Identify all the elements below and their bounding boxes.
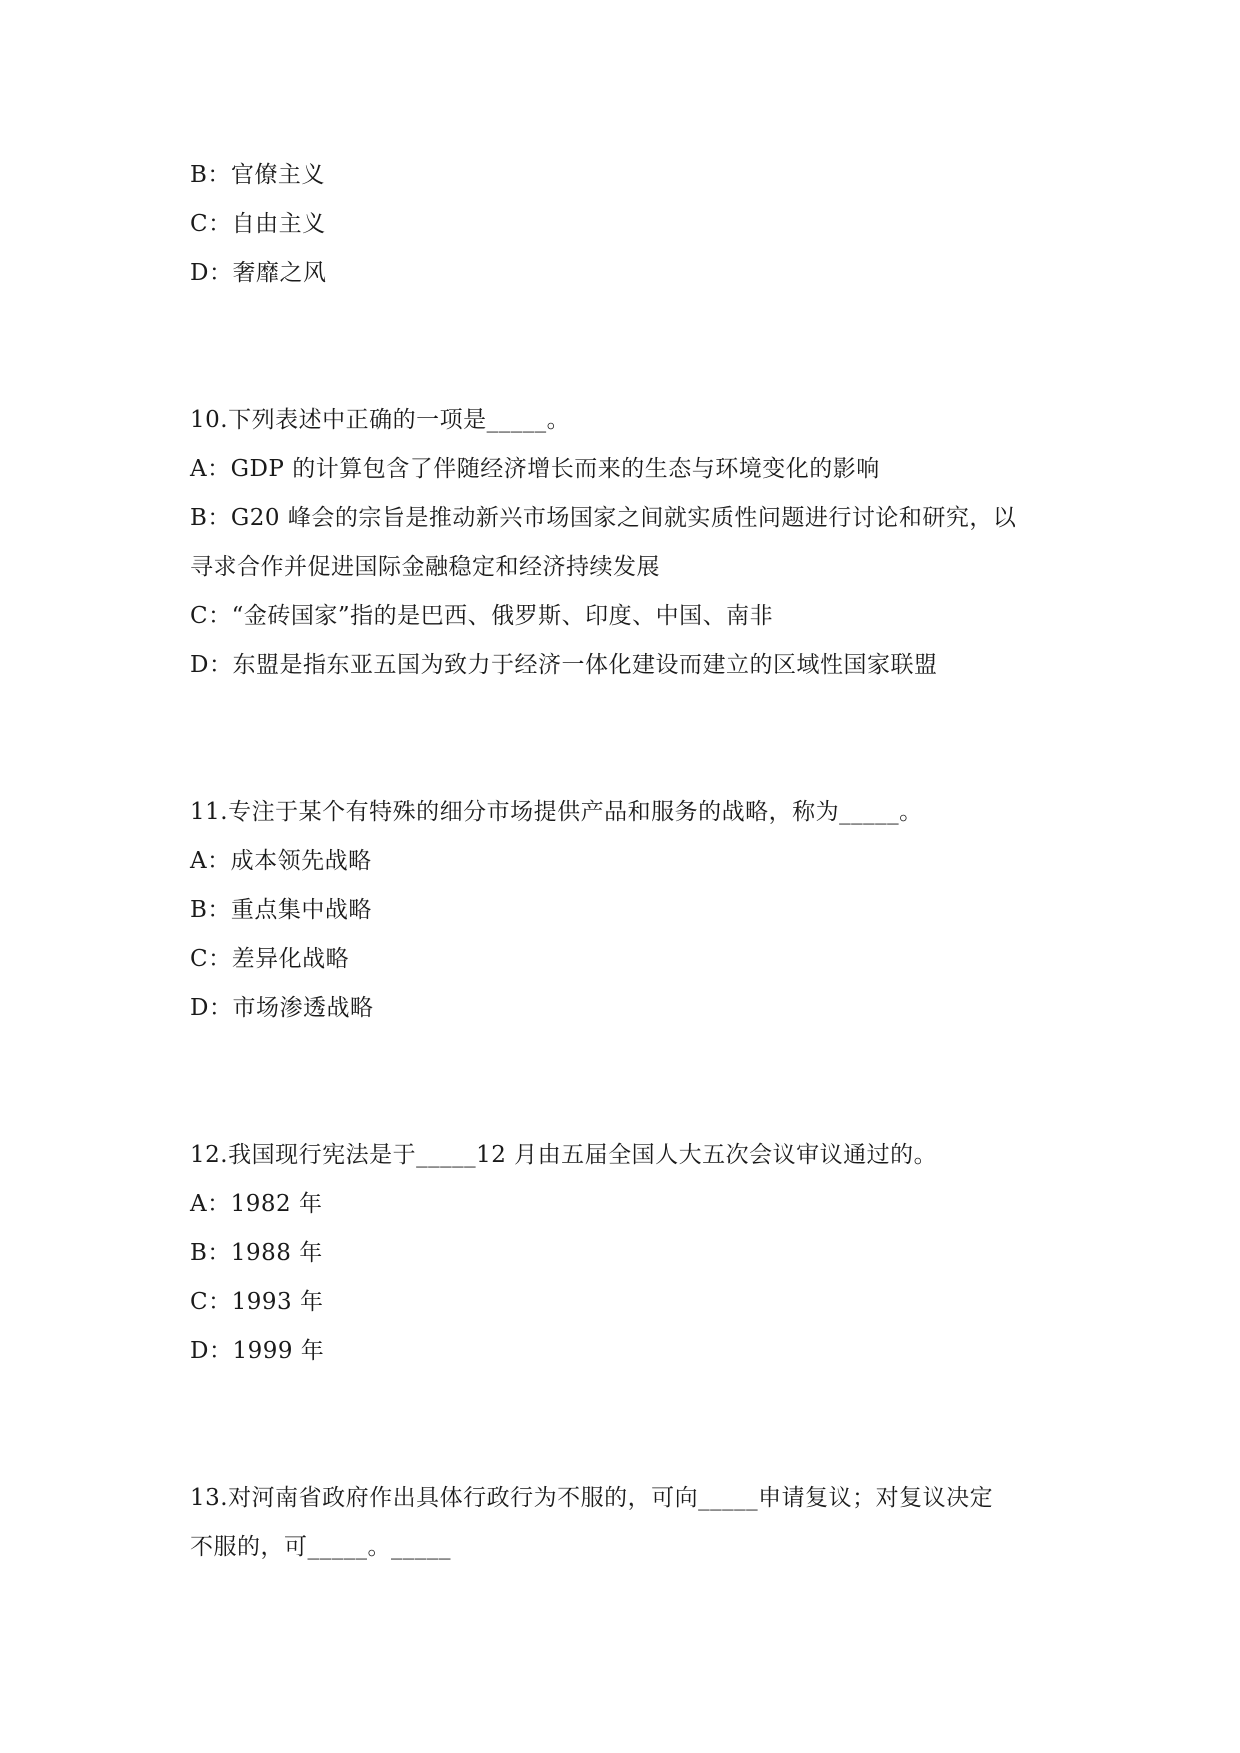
- question-10-option-c: C：“金砖国家”指的是巴西、俄罗斯、印度、中国、南非: [190, 603, 774, 629]
- option-b: B：官僚主义: [190, 162, 325, 188]
- question-12-stem: 12.我国现行宪法是于_____12 月由五届全国人大五次会议审议通过的。: [190, 1142, 938, 1168]
- option-c: C：自由主义: [190, 211, 326, 237]
- question-11-option-d: D：市场渗透战略: [190, 995, 374, 1021]
- question-10-stem: 10.下列表述中正确的一项是_____。: [190, 407, 571, 433]
- question-11-option-b: B：重点集中战略: [190, 897, 372, 923]
- question-12-option-b: B：1988 年: [190, 1240, 323, 1266]
- question-11-stem: 11.专注于某个有特殊的细分市场提供产品和服务的战略，称为_____。: [190, 799, 923, 825]
- option-d: D：奢靡之风: [190, 260, 327, 286]
- question-10-option-a: A：GDP 的计算包含了伴随经济增长而来的生态与环境变化的影响: [190, 456, 880, 482]
- question-10-option-b-continued: 寻求合作并促进国际金融稳定和经济持续发展: [190, 554, 660, 580]
- question-11-option-c: C：差异化战略: [190, 946, 350, 972]
- question-13-stem-continued: 不服的，可_____。_____: [190, 1534, 451, 1560]
- question-12-option-d: D：1999 年: [190, 1338, 325, 1364]
- question-11-option-a: A：成本领先战略: [190, 848, 372, 874]
- question-12-option-a: A：1982 年: [190, 1191, 323, 1217]
- question-12-option-c: C：1993 年: [190, 1289, 324, 1315]
- question-13-stem: 13.对河南省政府作出具体行政行为不服的，可向_____申请复议；对复议决定: [190, 1485, 994, 1511]
- question-10-option-b: B：G20 峰会的宗旨是推动新兴市场国家之间就实质性问题进行讨论和研究，以: [190, 505, 1017, 531]
- question-10-option-d: D：东盟是指东亚五国为致力于经济一体化建设而建立的区域性国家联盟: [190, 652, 938, 678]
